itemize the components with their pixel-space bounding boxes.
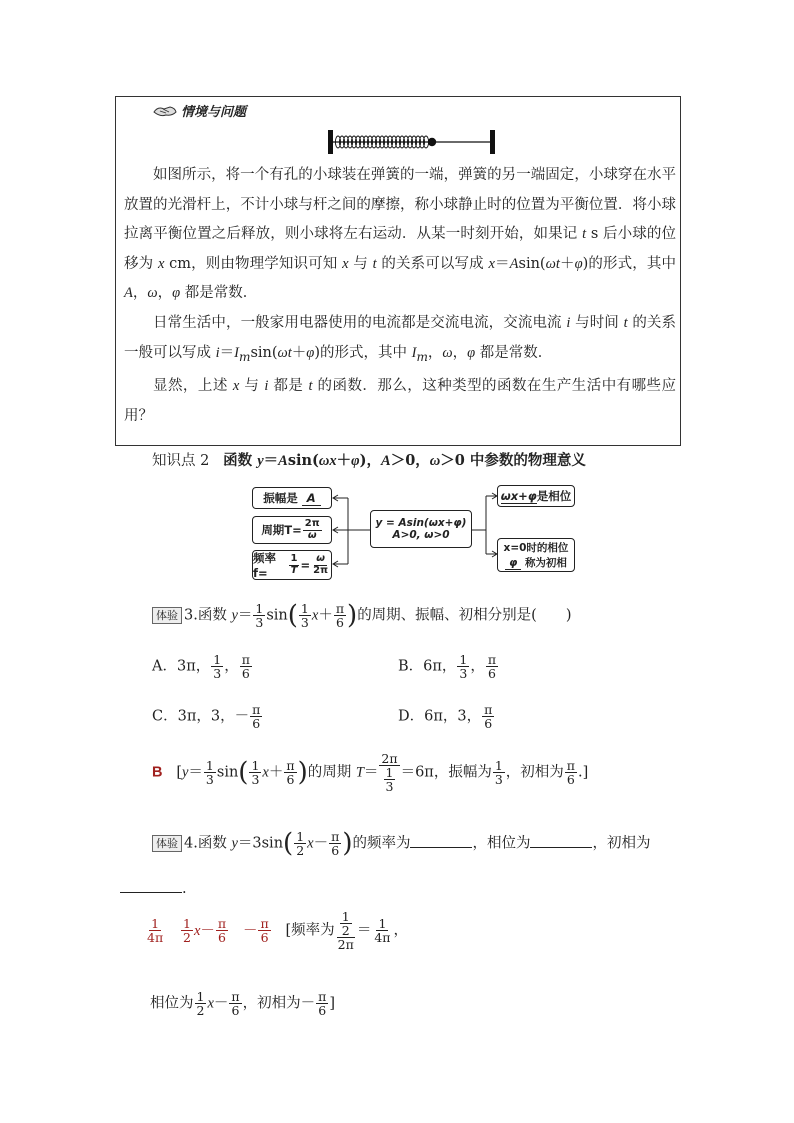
experience-badge: 体验	[152, 607, 182, 624]
amplitude-box: 振幅是 A	[252, 487, 332, 509]
knowledge-point-title: 知识点 2 函数 y＝Asin(ωx＋φ)，A＞0，ω＞0 中参数的物理意义	[152, 452, 586, 469]
question-4: 体验 4.函数 y＝3sin( $\frac{1}{2}$ x－ $\frac{\pi}{6}$ )的频率为 ，相位为 ，初相为	[152, 830, 650, 857]
option-a[interactable]: A．3π， $\frac{1}{3}$ ， $\frac{\pi}{6}$	[152, 652, 250, 682]
question-4-line-2: .	[120, 880, 187, 897]
formula-box: y = Asin(ωx+φ) A>0, ω>0	[370, 510, 472, 548]
option-b[interactable]: B．6π， $\frac{1}{3}$ ， $\frac{\pi}{6}$	[398, 652, 497, 682]
answer-3: B [y＝ $\frac{1}{3}$ sin( $\frac{1}{3}$ x＋ $\frac{\pi}{6}$ )的周期 T＝ $\frac{2\pi}{\frac{1}{3}}$ ＝6π，振幅为 $\frac{1}{3}$ ，初相为 $\frac{\pi}{6}$ .]	[152, 751, 589, 795]
section-header	[152, 101, 246, 120]
period-box: 周期T= $\frac{2\pi}{\omega}$	[252, 516, 332, 544]
paragraph-2: 日常生活中，一般家用电器使用的电流都是交流电流，交流电流 i 与时间 t 的关系一般可以写成 $i=I_m\sin(\omega t+\varphi)$的形式，其中 $I_m$，ω，φ 都是常数．	[124, 314, 677, 364]
phase-blank[interactable]	[530, 835, 592, 848]
answer-letter: B	[152, 764, 163, 781]
parameter-diagram	[250, 478, 580, 588]
paragraph-1: 如图所示，将一个有孔的小球装在弹簧的一端，弹簧的另一端固定，小球穿在水平放置的光滑杆上，不计小球与杆之间的摩擦，称小球静止时的位置为平衡位置．将小球拉离平衡位置之后释放，则小球将左右运动．从某一时刻开始，如果记 t s 后小球的位移为 x cm，则由物理学知识可知 x 与 t 的关系可以写成 x＝Asin(ωt＋φ)的形式，其中 A，ω，φ 都是常数．	[124, 167, 677, 302]
phase-box: ωx+φ 是相位	[497, 485, 575, 507]
initial-phase-box: x=0时的相位 φ 称为初相	[497, 538, 575, 572]
section-header-text: 情境与问题	[181, 105, 247, 120]
question-3: 体验 3.函数 y＝ $\frac{1}{3}$ sin( $\frac{1}{3}$ x＋ $\frac{\pi}{6}$ )的周期、振幅、初相分别是( )	[152, 602, 572, 629]
spring-ball-figure	[328, 128, 498, 156]
frequency-blank[interactable]	[410, 835, 472, 848]
option-d[interactable]: D．6π，3， $\frac{\pi}{6}$	[398, 702, 493, 732]
paragraph-3: 显然，上述 x 与 i 都是 t 的函数．那么，这种类型的函数在生产生活中有哪些应用？	[124, 378, 677, 424]
initial-phase-blank[interactable]	[120, 880, 182, 893]
option-c[interactable]: C．3π，3，－ $\frac{\pi}{6}$	[152, 702, 261, 732]
frequency-box: 频率f= $\frac{1}{T}$ = $\frac{\omega}{2\pi}$	[252, 550, 332, 580]
situation-text	[124, 161, 676, 431]
experience-badge: 体验	[152, 835, 182, 852]
answer-4: $\frac{1}{4\pi}$ $\frac{1}{2}$ x－ $\frac{\pi}{6}$ － $\frac{\pi}{6}$ [频率为 $\frac{\frac{1}{2}}{2\pi}$ ＝ $\frac{1}{4\pi}$ ，	[147, 909, 408, 953]
handshake-icon	[152, 104, 178, 118]
answer-4-line-2: 相位为 $\frac{1}{2}$ x－ $\frac{\pi}{6}$ ，初相为－ $\frac{\pi}{6}$ ]	[150, 989, 335, 1019]
